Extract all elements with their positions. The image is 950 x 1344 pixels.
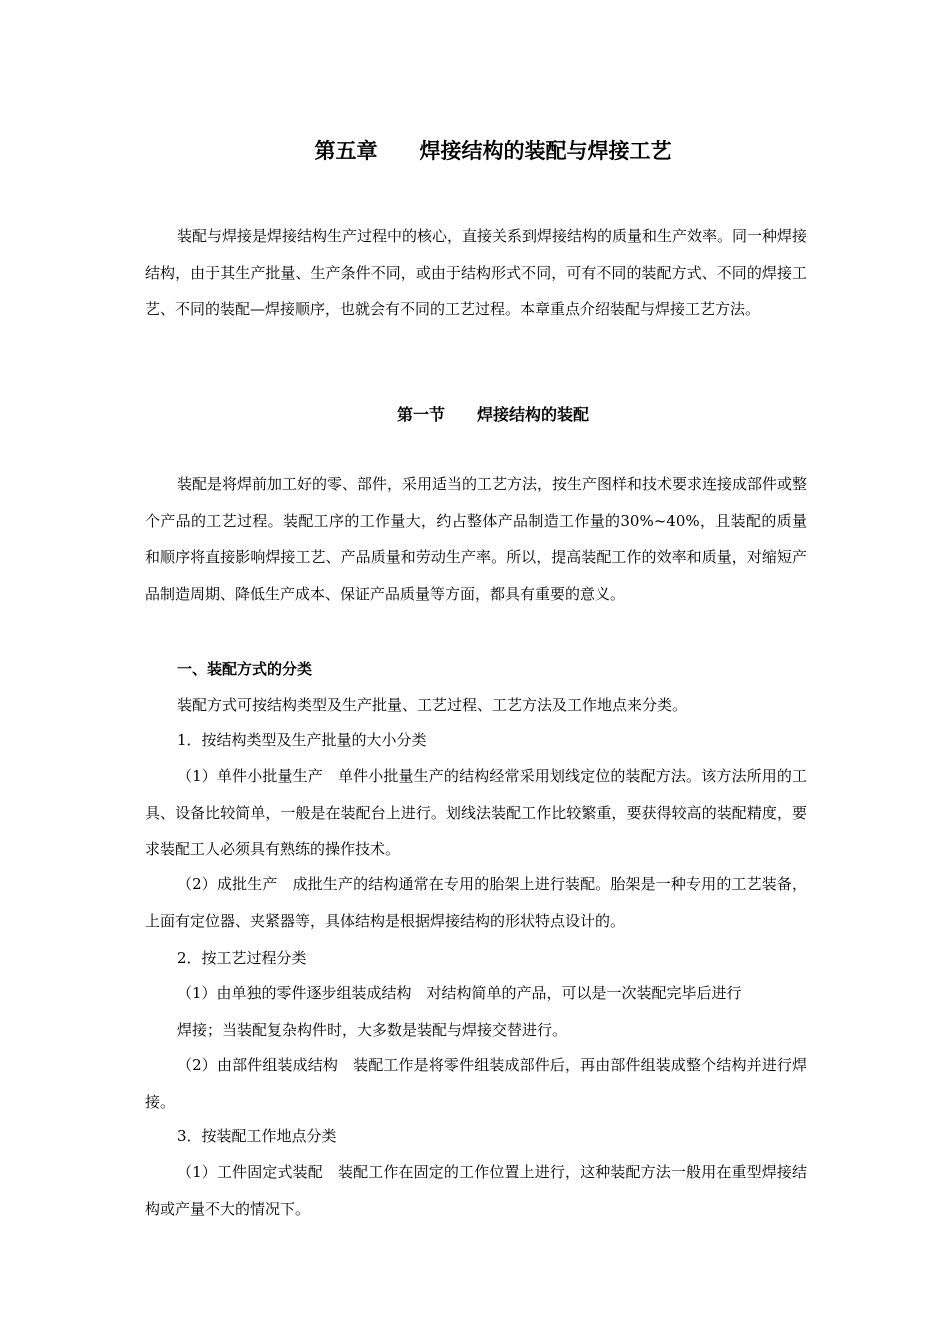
by-process-heading: 2．按工艺过程分类: [177, 949, 307, 967]
single-small-batch-paragraph: （1）单件小批量生产 单件小批量生产的结构经常采用划线定位的装配方法。该方法所用的工具、设备比较简单，一般是在装配台上进行。划线法装配工作比较繁重，要获得较高的装配精度，要求装配工人必须具有熟练的操作技术。: [145, 767, 807, 858]
chapter-title: 第五章 焊接结构的装配与焊接工艺: [314, 139, 672, 163]
intro-paragraph: 装配与焊接是焊接结构生产过程中的核心，直接关系到焊接结构的质量和生产效率。同一种焊接结构，由于其生产批量、生产条件不同，或由于结构形式不同，可有不同的装配方式、不同的焊接工艺、不同的装配—焊接顺序，也就会有不同的工艺过程。本章重点介绍装配与焊接工艺方法。: [145, 227, 808, 318]
by-type-heading: 1．按结构类型及生产批量的大小分类: [177, 731, 427, 749]
from-components-paragraph: （2）由部件组装成结构 装配工作是将零件组装成部件后，再由部件组装成整个结构并进行焊接。: [145, 1056, 807, 1111]
classification-heading: 一、装配方式的分类: [177, 660, 313, 678]
assembly-definition-paragraph: 装配是将焊前加工好的零、部件，采用适当的工艺方法，按生产图样和技术要求连接成部件或整个产品的工艺过程。装配工序的工作量大，约占整体产品制造工作量的30%~40%，且装配的质量和顺序将直接影响焊接工艺、产品质量和劳动生产率。所以，提高装配工作的效率和质量，对缩短产品制造周期、降低生产成本、保证产品质量等方面，都具有重要的意义。: [145, 475, 808, 603]
classification-paragraph: 装配方式可按结构类型及生产批量、工艺过程、工艺方法及工作地点来分类。: [177, 696, 688, 714]
by-site-heading: 3．按装配工作地点分类: [177, 1127, 337, 1145]
batch-production-paragraph: （2）成批生产 成批生产的结构通常在专用的胎架上进行装配。胎架是一种专用的工艺装备，上面有定位器、夹紧器等，具体结构是根据焊接结构的形状特点设计的。: [145, 875, 807, 930]
fixed-workpiece-paragraph: （1）工件固定式装配 装配工作在固定的工作位置上进行，这种装配方法一般用在重型焊接结构或产量不大的情况下。: [145, 1163, 807, 1218]
section-title: 第一节 焊接结构的装配: [396, 405, 589, 424]
from-parts-line-1: （1）由单独的零件逐步组装成结构 对结构简单的产品，可以是一次装配完毕后进行: [177, 984, 742, 1002]
from-parts-paragraph: [145, 975, 807, 1048]
from-parts-line-2: 焊接；当装配复杂构件时，大多数是装配与焊接交替进行。: [177, 1020, 568, 1039]
